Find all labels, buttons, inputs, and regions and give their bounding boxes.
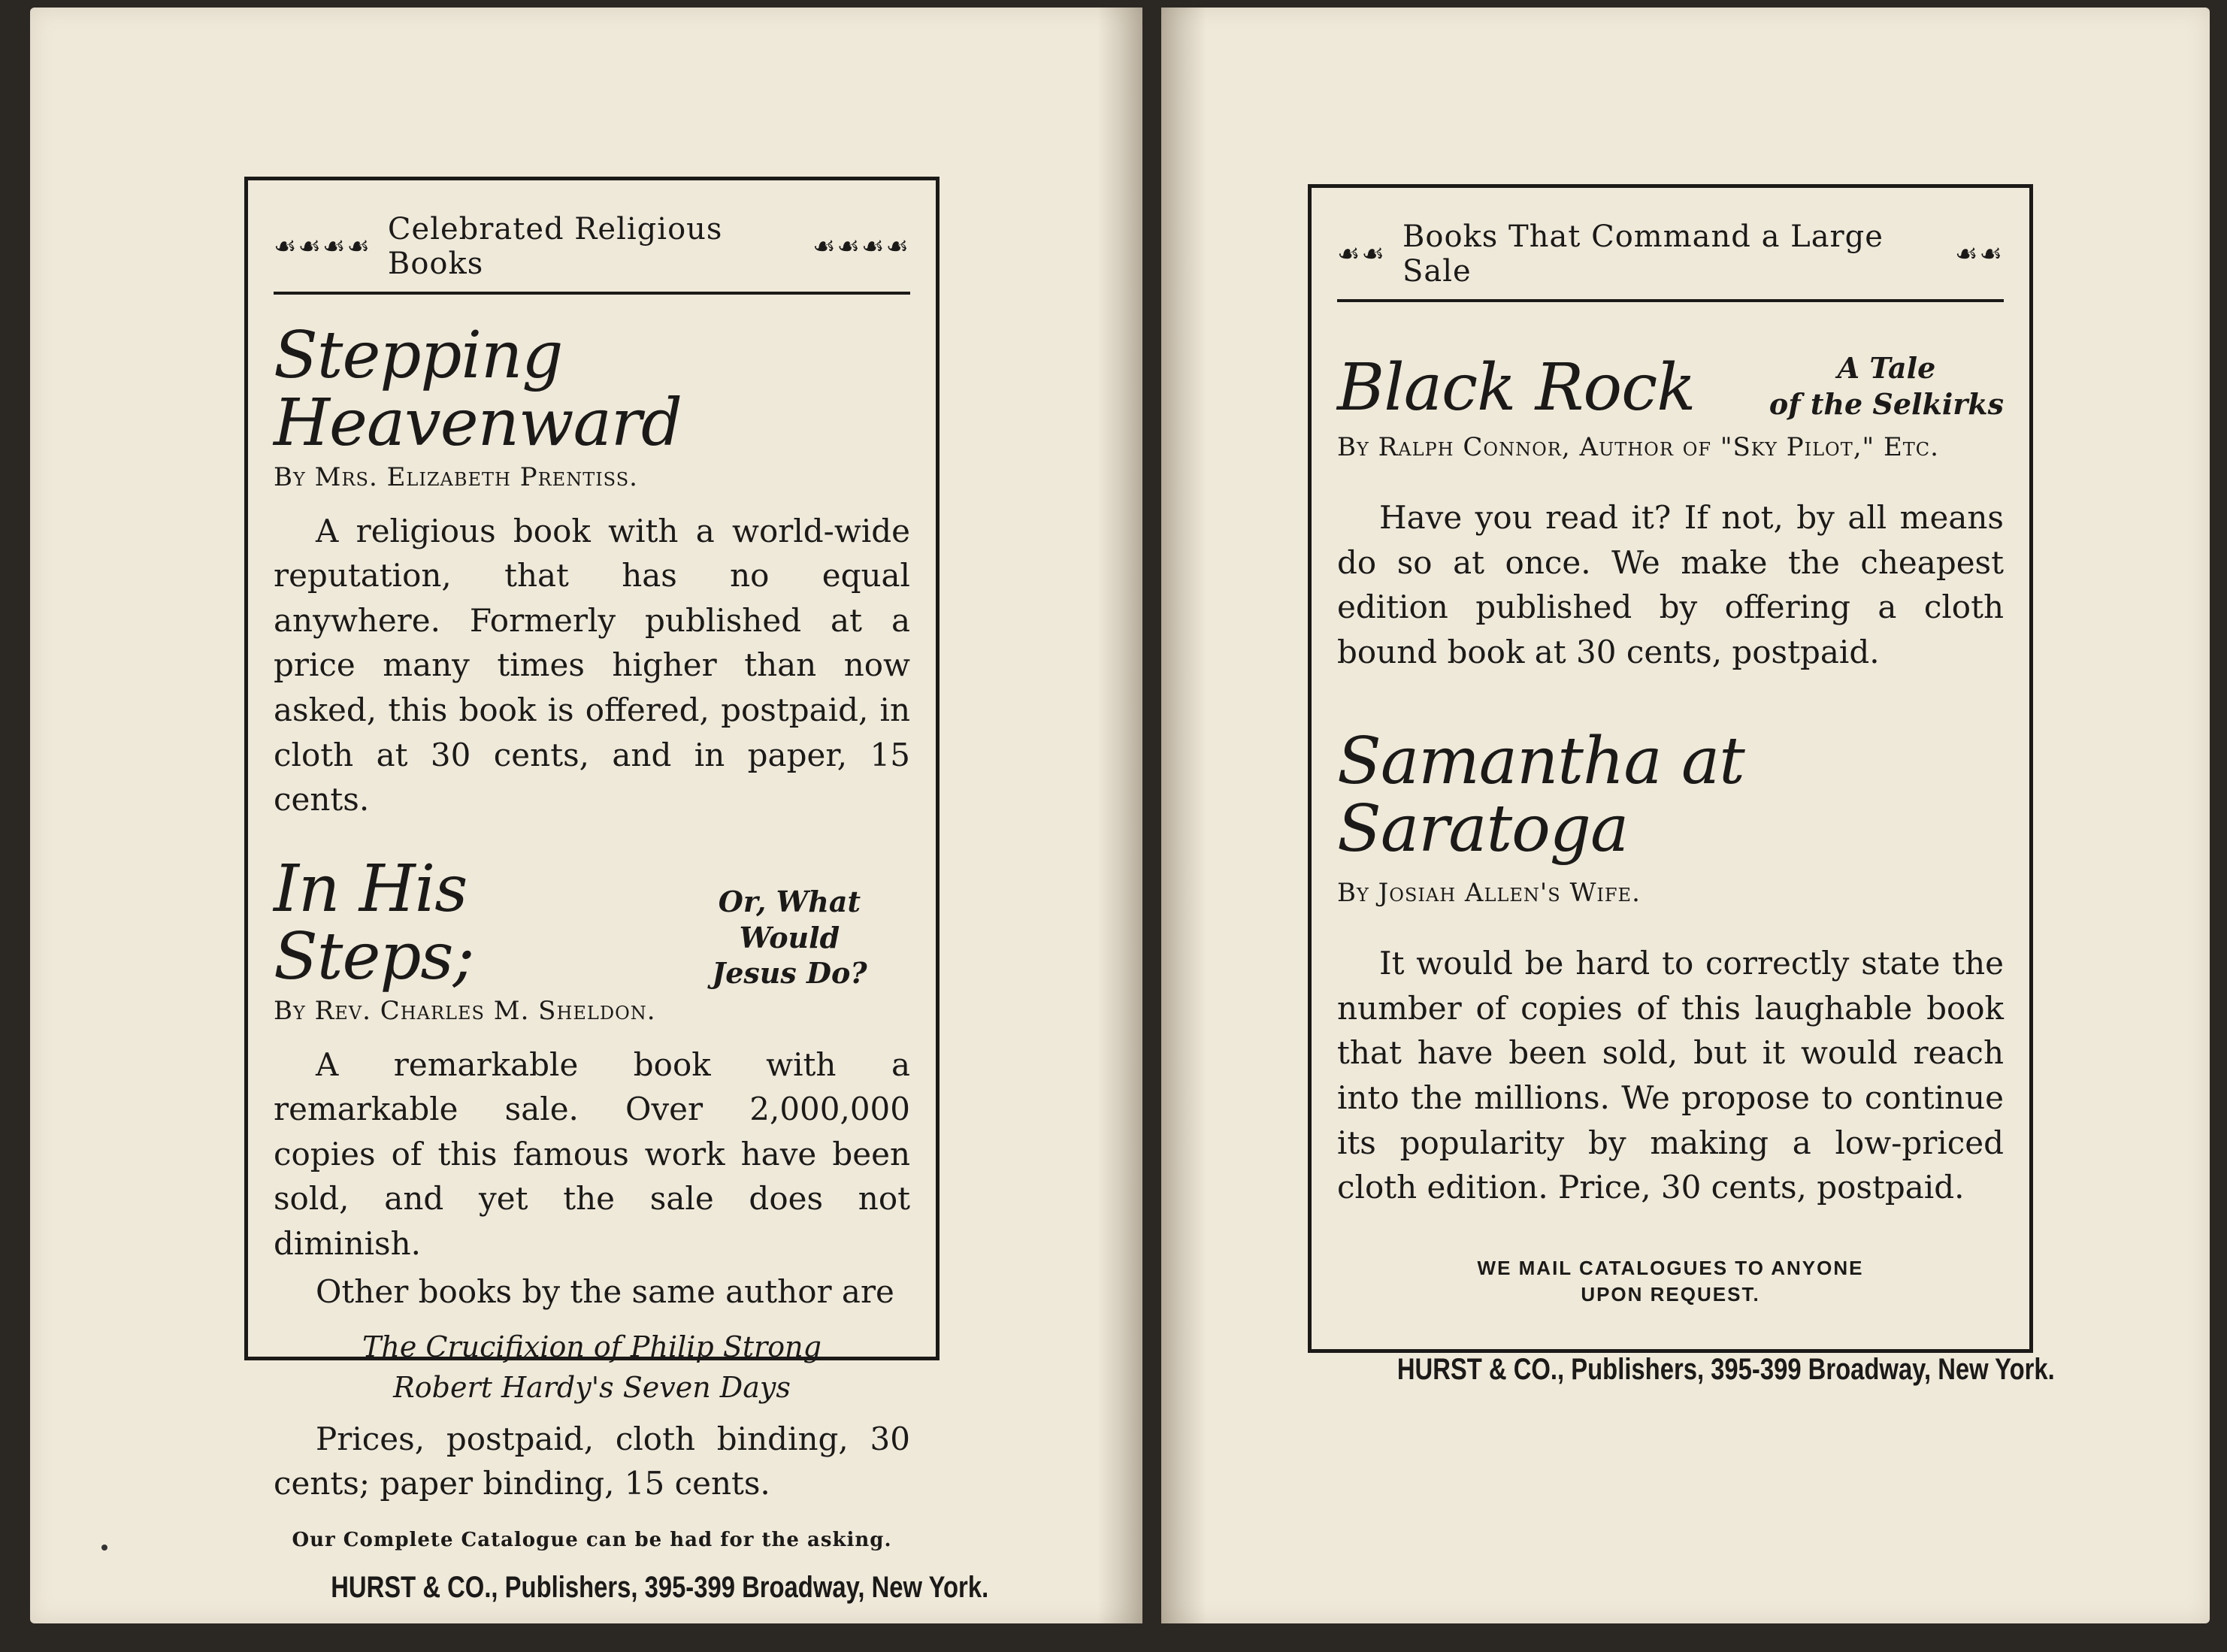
right-banner	[1337, 188, 2004, 302]
book-byline: By Ralph Connor, Author of "Sky Pilot," Etc.	[1337, 432, 1939, 462]
other-books-intro: Other books by the same author are	[316, 1272, 894, 1310]
other-books-list	[274, 1327, 910, 1407]
subtitle-line: A Tale	[1837, 351, 1936, 385]
other-book-title: Robert Hardy's Seven Days	[393, 1370, 791, 1404]
book-title-row	[274, 851, 910, 995]
subtitle-line: Jesus Do?	[712, 956, 867, 991]
book-description: A religious book with a world-wide reputation, that has no equal anywhere. Formerly published at a price many times higher than now asked, this book is offered, postpaid, in cloth at 30 cents, and in paper, 15 cents.	[274, 512, 910, 818]
catalogue-note-line: UPON REQUEST.	[1581, 1282, 1760, 1306]
ornament-icon: ☙☙☙☙	[274, 231, 371, 262]
publisher-imprint: HURST & CO., Publishers, 395-399 Broadway, New York.	[1396, 1353, 2055, 1387]
banner-title: Celebrated Religious Books	[387, 212, 723, 281]
catalogue-note-line: WE MAIL CATALOGUES TO ANYONE	[1477, 1256, 1864, 1279]
book-prices: Prices, postpaid, cloth binding, 30 cents; paper binding, 15 cents.	[274, 1420, 910, 1502]
book-title-in-his-steps: In His Steps;	[274, 851, 474, 995]
gutter-shadow	[1161, 8, 1206, 1623]
right-advertisement-frame	[1308, 184, 2055, 1387]
left-advertisement-frame	[244, 177, 989, 1604]
subtitle-line: Or, What Would	[718, 885, 861, 955]
book-byline: By Josiah Allen's Wife.	[1337, 878, 1641, 909]
other-book-title: The Crucifixion of Philip Strong	[362, 1330, 822, 1364]
book-description: Have you read it? If not, by all means do so at once. We make the cheapest edition published by offering a cloth bound book at 30 cents, postpaid.	[1337, 499, 2004, 670]
right-page	[1161, 8, 2210, 1623]
catalogue-note: Our Complete Catalogue can be had for the asking.	[292, 1528, 892, 1551]
book-title-stepping-heavenward: Stepping Heavenward	[274, 318, 682, 461]
left-page	[30, 8, 1142, 1623]
subtitle-line: of the Selkirks	[1769, 386, 2004, 421]
book-byline: By Mrs. Elizabeth Prentiss.	[274, 461, 638, 492]
ornament-icon: ☙☙	[1955, 239, 2004, 269]
left-banner	[274, 180, 910, 295]
paper-blemish	[101, 1545, 107, 1551]
book-description: It would be hard to correctly state the number of copies of this laughable book that have been sold, but it would reach into the millions. We propose to continue its popularity by making a low-priced cloth edition. Price, 30 cents, postpaid.	[1337, 945, 2004, 1206]
book-title-samantha-at-saratoga: Samantha at Saratoga	[1337, 723, 1744, 867]
book-title-black-rock: Black Rock	[1337, 349, 1696, 425]
book-title-row	[1337, 349, 2004, 425]
publisher-imprint: HURST & CO., Publishers, 395-399 Broadway, New York.	[331, 1570, 989, 1604]
book-subtitle	[1769, 350, 2004, 422]
banner-title: Books That Command a Large Sale	[1402, 219, 1884, 289]
ornament-icon: ☙☙☙☙	[812, 231, 910, 262]
book-description: A remarkable book with a remarkable sale. Over 2,000,000 copies of this famous work have been sold, and yet the sale does not diminish.	[274, 1045, 910, 1263]
book-subtitle	[669, 884, 910, 991]
catalogue-note	[1337, 1255, 2004, 1308]
ornament-icon: ☙☙	[1337, 239, 1386, 269]
gutter-shadow	[1097, 8, 1142, 1623]
book-byline: By Rev. Charles M. Sheldon.	[274, 995, 656, 1026]
